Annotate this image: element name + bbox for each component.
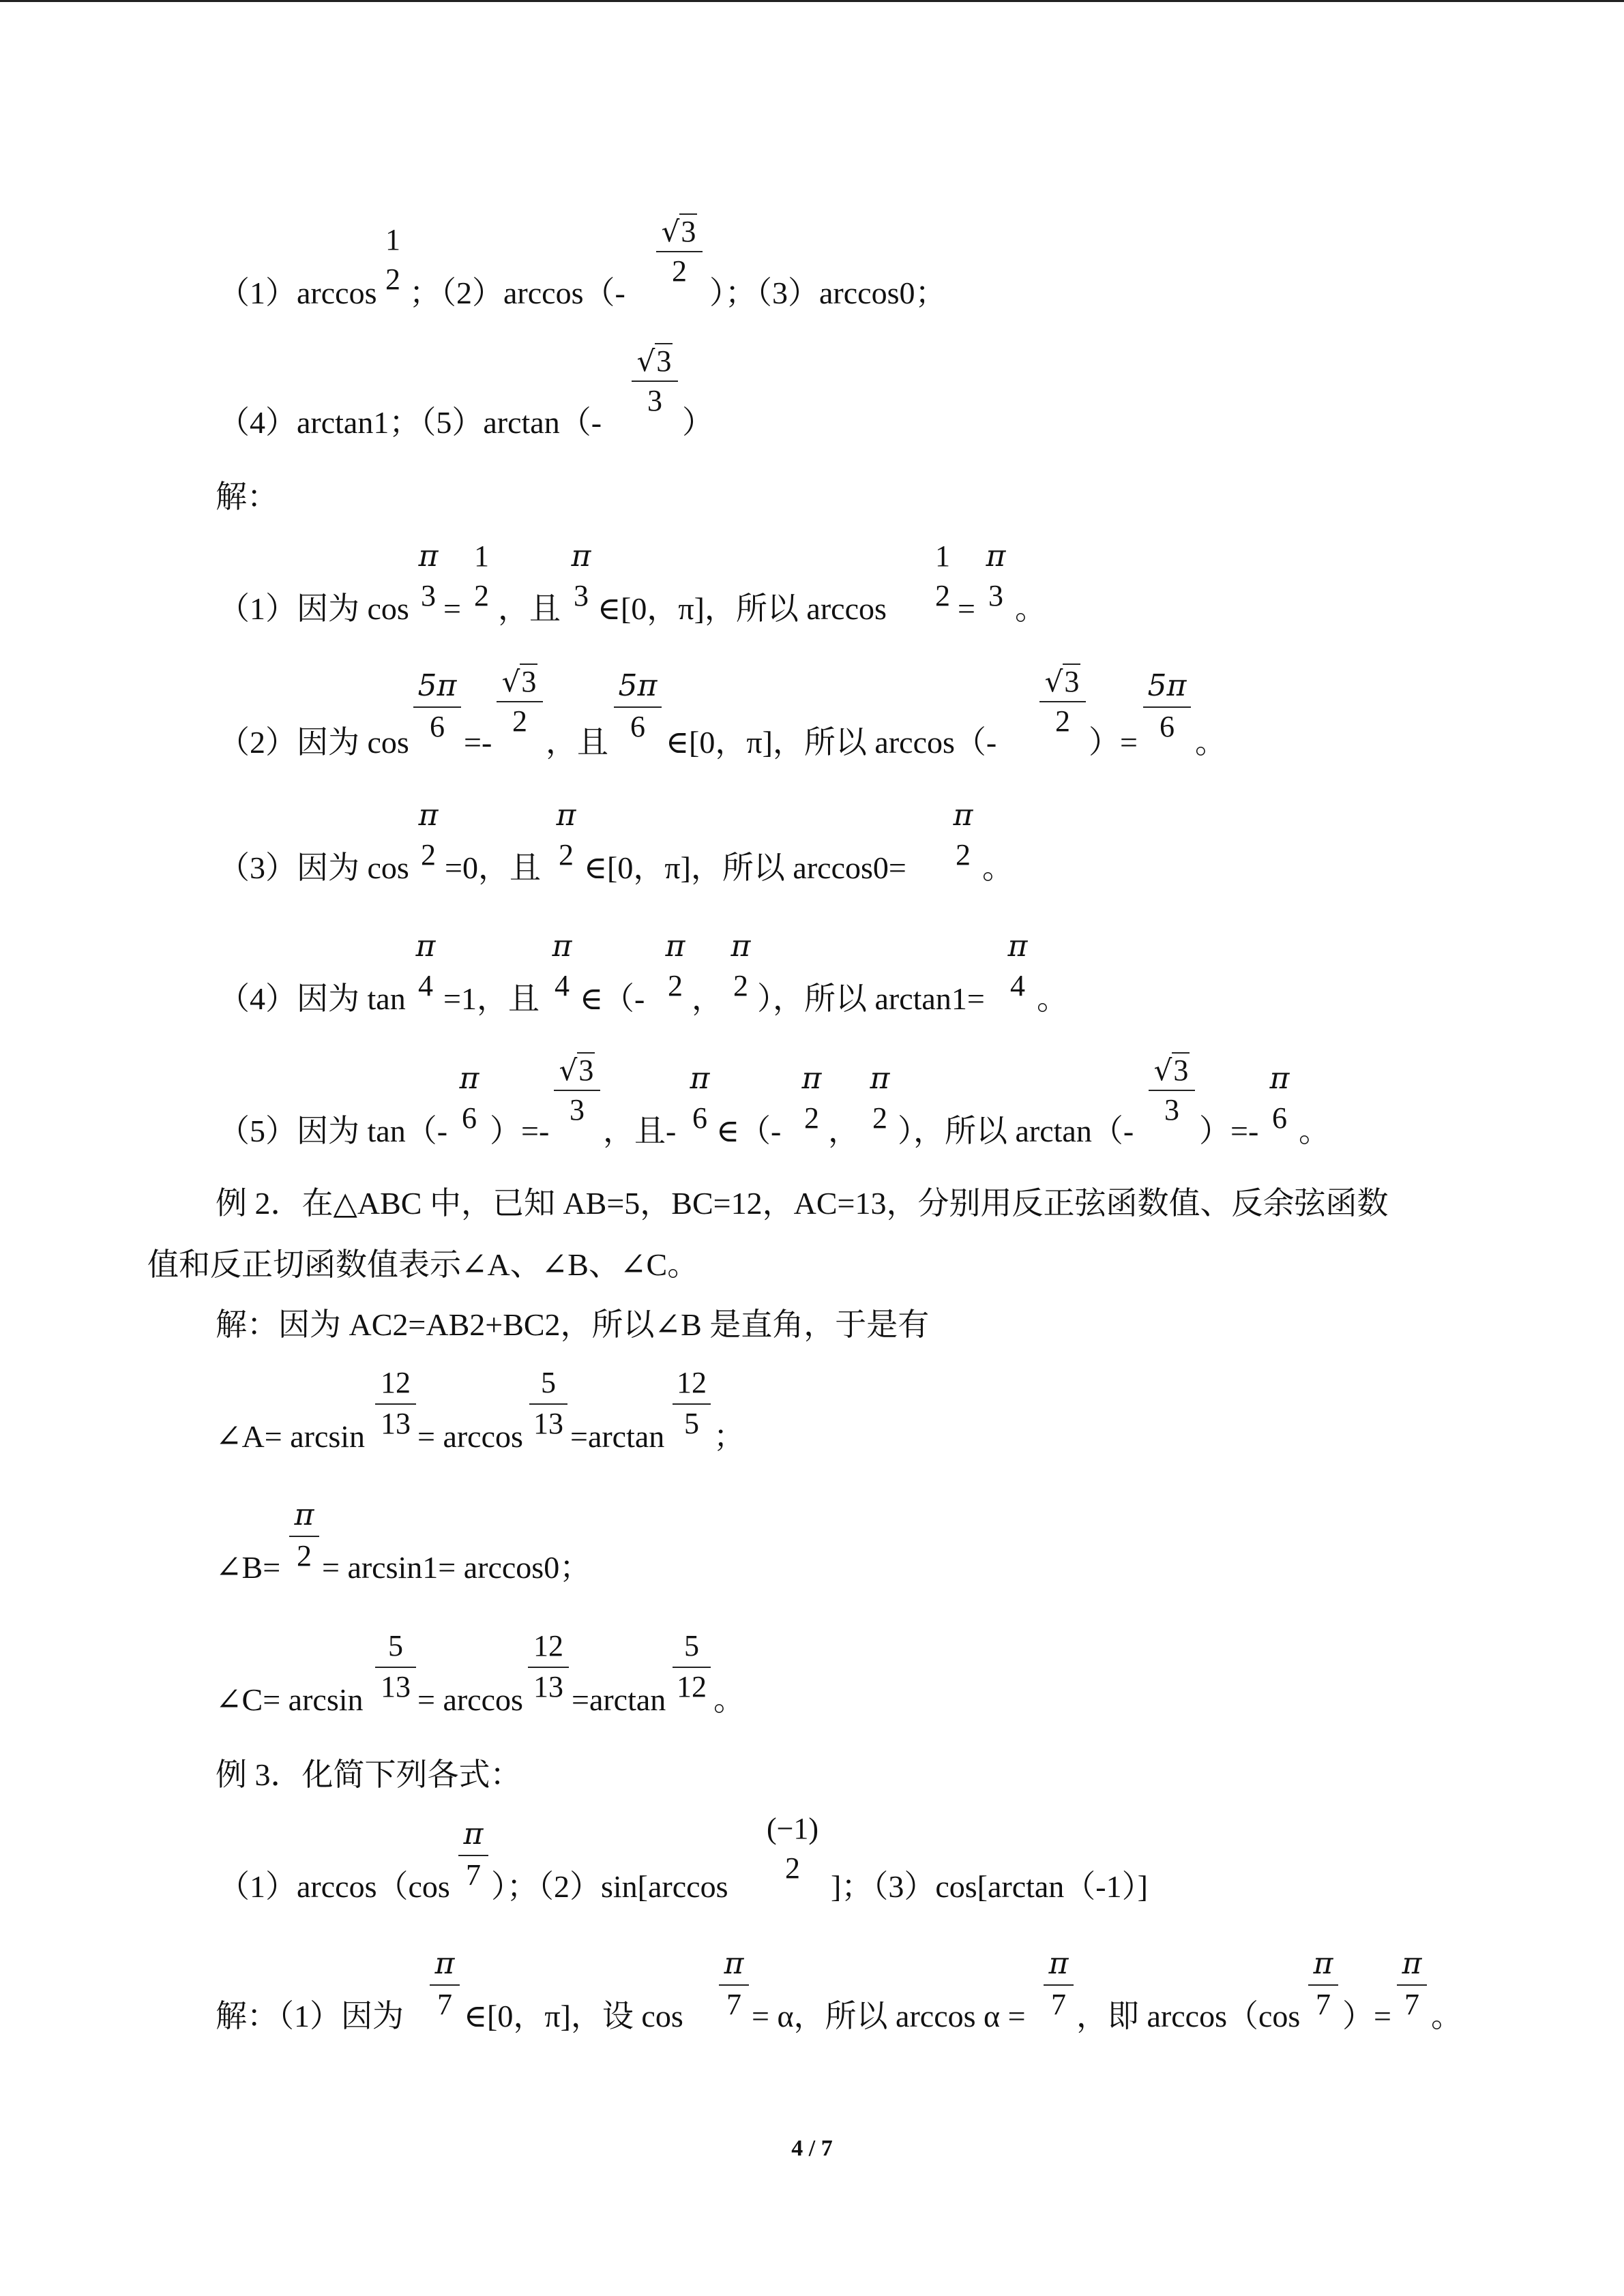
fraction-pi-7: $\frac{\pi}{7}$ [1044,1949,1074,2020]
sol-5-a: （5）因为 tan（- [218,1114,448,1148]
fraction-sqrt3-2: $\frac{√3}{2}$ [656,217,703,286]
sol-5-d: ∈（- [716,1114,782,1148]
angle-c-arccos: = arccos [417,1682,523,1717]
fraction-5-13: $\frac{5}{13}$ [375,1631,416,1702]
fraction-5pi-6: $\frac{5\pi}{6}$ [614,671,662,742]
sol-2-end: 。 [1195,725,1226,760]
example-3-solution-a: 解：（1）因为 [216,1999,404,2033]
fraction-pi-3: π 3 [571,539,591,612]
fraction-pi-7: $\frac{\pi}{7}$ [719,1949,749,2020]
fraction-1-2: 1 2 [935,539,950,612]
fraction-pi-2: π 2 [418,798,439,871]
sol-5-g: ）=- [1199,1114,1259,1148]
solution-label: 解： [216,479,278,514]
sol-3-end: 。 [982,850,1014,885]
fraction-5-12: $\frac{5}{12}$ [673,1631,711,1702]
sol-4-b: =1，且 [443,981,540,1016]
fraction-12-13: $\frac{12}{13}$ [375,1368,416,1439]
fraction-pi-2: π 2 [870,1061,890,1135]
fraction-pi-4: π 4 [415,929,436,1002]
problem-4-5-text: （4）arctan1；（5）arctan（- [218,405,602,440]
fraction-pi-6: π 6 [690,1061,710,1135]
problem-1-text: （1）arccos [218,275,377,310]
example-3-heading: 例 3．化简下列各式： [216,1757,522,1792]
angle-a-end: ； [713,1419,745,1454]
sol-5-end: 。 [1299,1114,1330,1148]
sol-3-a: （3）因为 cos [218,850,409,885]
example-3-part-1: （1）arccos（cos [218,1869,450,1904]
sol-5-f: ），所以 arctan（- [898,1114,1134,1148]
fraction-pi-2: π 2 [556,798,576,871]
fraction-pi-2: π 2 [665,929,685,1002]
fraction-pi-2: π 2 [730,929,751,1002]
angle-c-text: ∠C= arcsin [216,1682,364,1717]
angle-c-arctan: =arctan [572,1682,666,1717]
fraction-sqrt3-3: $\frac{√3}{3}$ [554,1056,600,1125]
example-3-part-2: ）；（2）sin[arccos [491,1869,728,1904]
sol-4-d: ， [692,981,723,1016]
fraction-sqrt3-2: $\frac{√3}{2}$ [497,667,543,736]
sol-2-a: （2）因为 cos [218,725,409,760]
fraction-pi-2: $\frac{\pi}{2}$ [289,1500,319,1571]
fraction-12-13: $\frac{12}{13}$ [528,1631,569,1702]
sol-4-a: （4）因为 tan [218,981,406,1016]
sol-4-end: 。 [1037,981,1068,1016]
example-3-part-3: ]；（3）cos[arctan（-1）] [831,1869,1148,1904]
example-3-solution-d: ，即 arccos（cos [1076,1999,1301,2033]
fraction-pi-4: π 4 [1007,929,1028,1002]
sol-1-a: （1）因为 cos [218,591,409,626]
fraction-pi-7: $\frac{\pi}{7}$ [1397,1949,1427,2020]
fraction-pi-3: π 3 [986,539,1006,612]
example-2-heading: 例 2．在△ABC 中，已知 AB=5，BC=12，AC=13，分别用反正弦函数值、反余弦函数 [216,1186,1389,1221]
fraction-pi-3: π 3 [418,539,439,612]
fraction-neg-1-2: (−1) 2 [766,1812,819,1885]
fraction-sqrt3-3: $\frac{√3}{3}$ [1149,1056,1195,1125]
sol-4-c: ∈（- [580,981,645,1016]
sol-4-e: ），所以 arctan1= [757,981,985,1016]
fraction-5pi-6: $\frac{5\pi}{6}$ [413,671,461,742]
fraction-sqrt3-3: $\frac{√3}{3}$ [632,346,678,416]
fraction-pi-7: $\frac{\pi}{7}$ [1308,1949,1338,2020]
fraction-pi-2: π 2 [801,1061,822,1135]
fraction-1-2: 1 2 [474,539,489,612]
sol-1-eq2: = [958,591,975,626]
sol-1-end: 。 [1015,591,1046,626]
paren-close: ） [682,405,713,440]
sol-2-c: ，且 [546,725,608,760]
sol-5-b: ）=- [490,1114,550,1148]
angle-a-arccos: = arccos [417,1419,523,1454]
example-3-solution-end: 。 [1431,1999,1462,2033]
page-number: 4 / 7 [791,2136,833,2161]
sol-2-eq: =- [464,725,492,760]
fraction-5pi-6: $\frac{5\pi}{6}$ [1143,671,1191,742]
angle-b-text: ∠B= [216,1550,281,1585]
fraction-pi-4: π 4 [552,929,572,1002]
sol-1-d: ∈[0，π]，所以 arccos [597,591,887,626]
sol-2-d: ∈[0，π]，所以 arccos（- [666,725,997,760]
example-3-solution-b: ∈[0，π]，设 cos [464,1999,683,2033]
example-2-solution: 解：因为 AC2=AB2+BC2，所以∠B 是直角，于是有 [216,1307,930,1342]
sol-5-e: ， [828,1114,859,1148]
problem-2-text: ；（2）arccos（- [409,275,625,310]
fraction-pi-6: π 6 [1269,1061,1290,1135]
fraction-pi-6: π 6 [459,1061,479,1135]
angle-a-arctan: =arctan [570,1419,665,1454]
top-border [0,0,1624,2]
sol-1-eq: = [443,591,461,626]
sol-3-b: =0，且 [445,850,541,885]
example-3-solution-e: ）= [1342,1999,1391,2033]
example-3-solution-c: = α，所以 arccos α = [752,1999,1026,2033]
fraction-pi-7: $\frac{\pi}{7}$ [430,1949,460,2020]
sol-2-e: ）= [1089,725,1138,760]
fraction-pi-2: π 2 [953,798,973,871]
sol-1-c: ，且 [498,591,561,626]
example-2-heading-cont: 值和反正切函数值表示∠A、∠B、∠C。 [147,1247,699,1282]
fraction-12-5: $\frac{12}{5}$ [673,1368,711,1439]
angle-b-rest: = arcsin1= arccos0； [322,1550,591,1585]
angle-a-text: ∠A= arcsin [216,1419,366,1454]
sol-5-c: ，且- [603,1114,677,1148]
sol-3-c: ∈[0，π]，所以 arccos0= [584,850,906,885]
fraction-1-2: 1 2 [385,223,400,296]
problem-3-text: ）；（3）arccos0； [709,275,947,310]
angle-c-end: 。 [713,1682,745,1717]
fraction-5-13: $\frac{5}{13}$ [529,1368,567,1439]
fraction-pi-7: $\frac{\pi}{7}$ [458,1819,488,1890]
fraction-sqrt3-2: $\frac{√3}{2}$ [1039,667,1086,736]
